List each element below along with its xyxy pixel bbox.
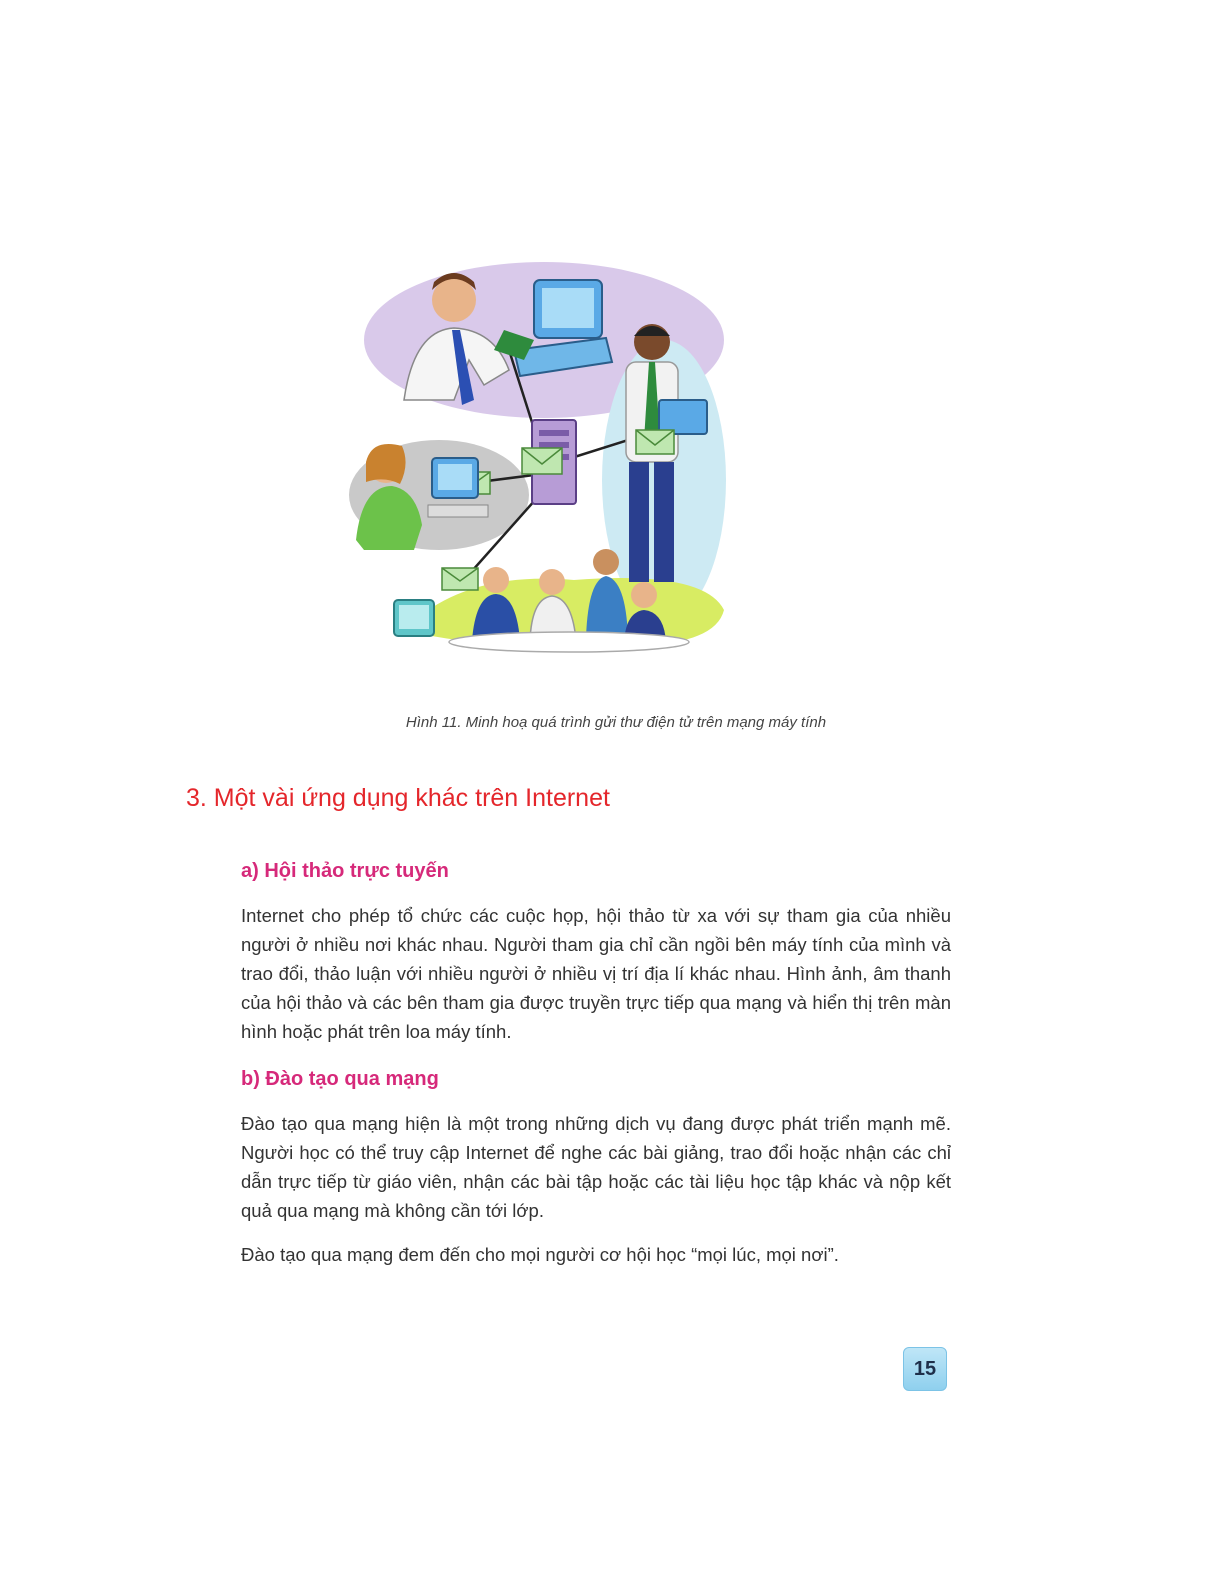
- email-network-illustration: [344, 250, 730, 682]
- subheading-online-training: b) Đào tạo qua mạng: [241, 1068, 439, 1090]
- figure-caption: Hình 11. Minh hoạ quá trình gửi thư điện tử trên mạng máy tính: [405, 714, 827, 731]
- page-number-badge: 15: [903, 1347, 947, 1391]
- section-title: 3. Một vài ứng dụng khác trên Internet: [186, 784, 610, 812]
- paragraph-online-training: Đào tạo qua mạng hiện là một trong những dịch vụ đang được phát triển mạnh mẽ. Người học có thể truy cập Internet để nghe các bài giảng, trao đổi hoặc nhận các chỉ dẫn trực tiếp từ giáo viên, nhận các bài tập hoặc các tài liệu học tập khác và nộp kết quả qua mạng mà không cần tới lớp.: [241, 1113, 951, 1221]
- paragraph-online-conference: Internet cho phép tổ chức các cuộc họp, hội thảo từ xa với sự tham gia của nhiều người ở nhiều nơi khác nhau. Người tham gia chỉ cần ngồi bên máy tính của mình và trao đổi, thảo luận với nhiều người ở nhiều vị trí địa lí khác nhau. Hình ảnh, âm thanh của hội thảo và các bên tham gia được truyền trực tiếp qua mạng và hiển thị trên màn hình hoặc phát trên loa máy tính.: [241, 905, 951, 1042]
- paragraph-learning-anytime: Đào tạo qua mạng đem đến cho mọi người cơ hội học “mọi lúc, mọi nơi”.: [241, 1244, 839, 1265]
- subheading-online-conference: a) Hội thảo trực tuyến: [241, 860, 449, 882]
